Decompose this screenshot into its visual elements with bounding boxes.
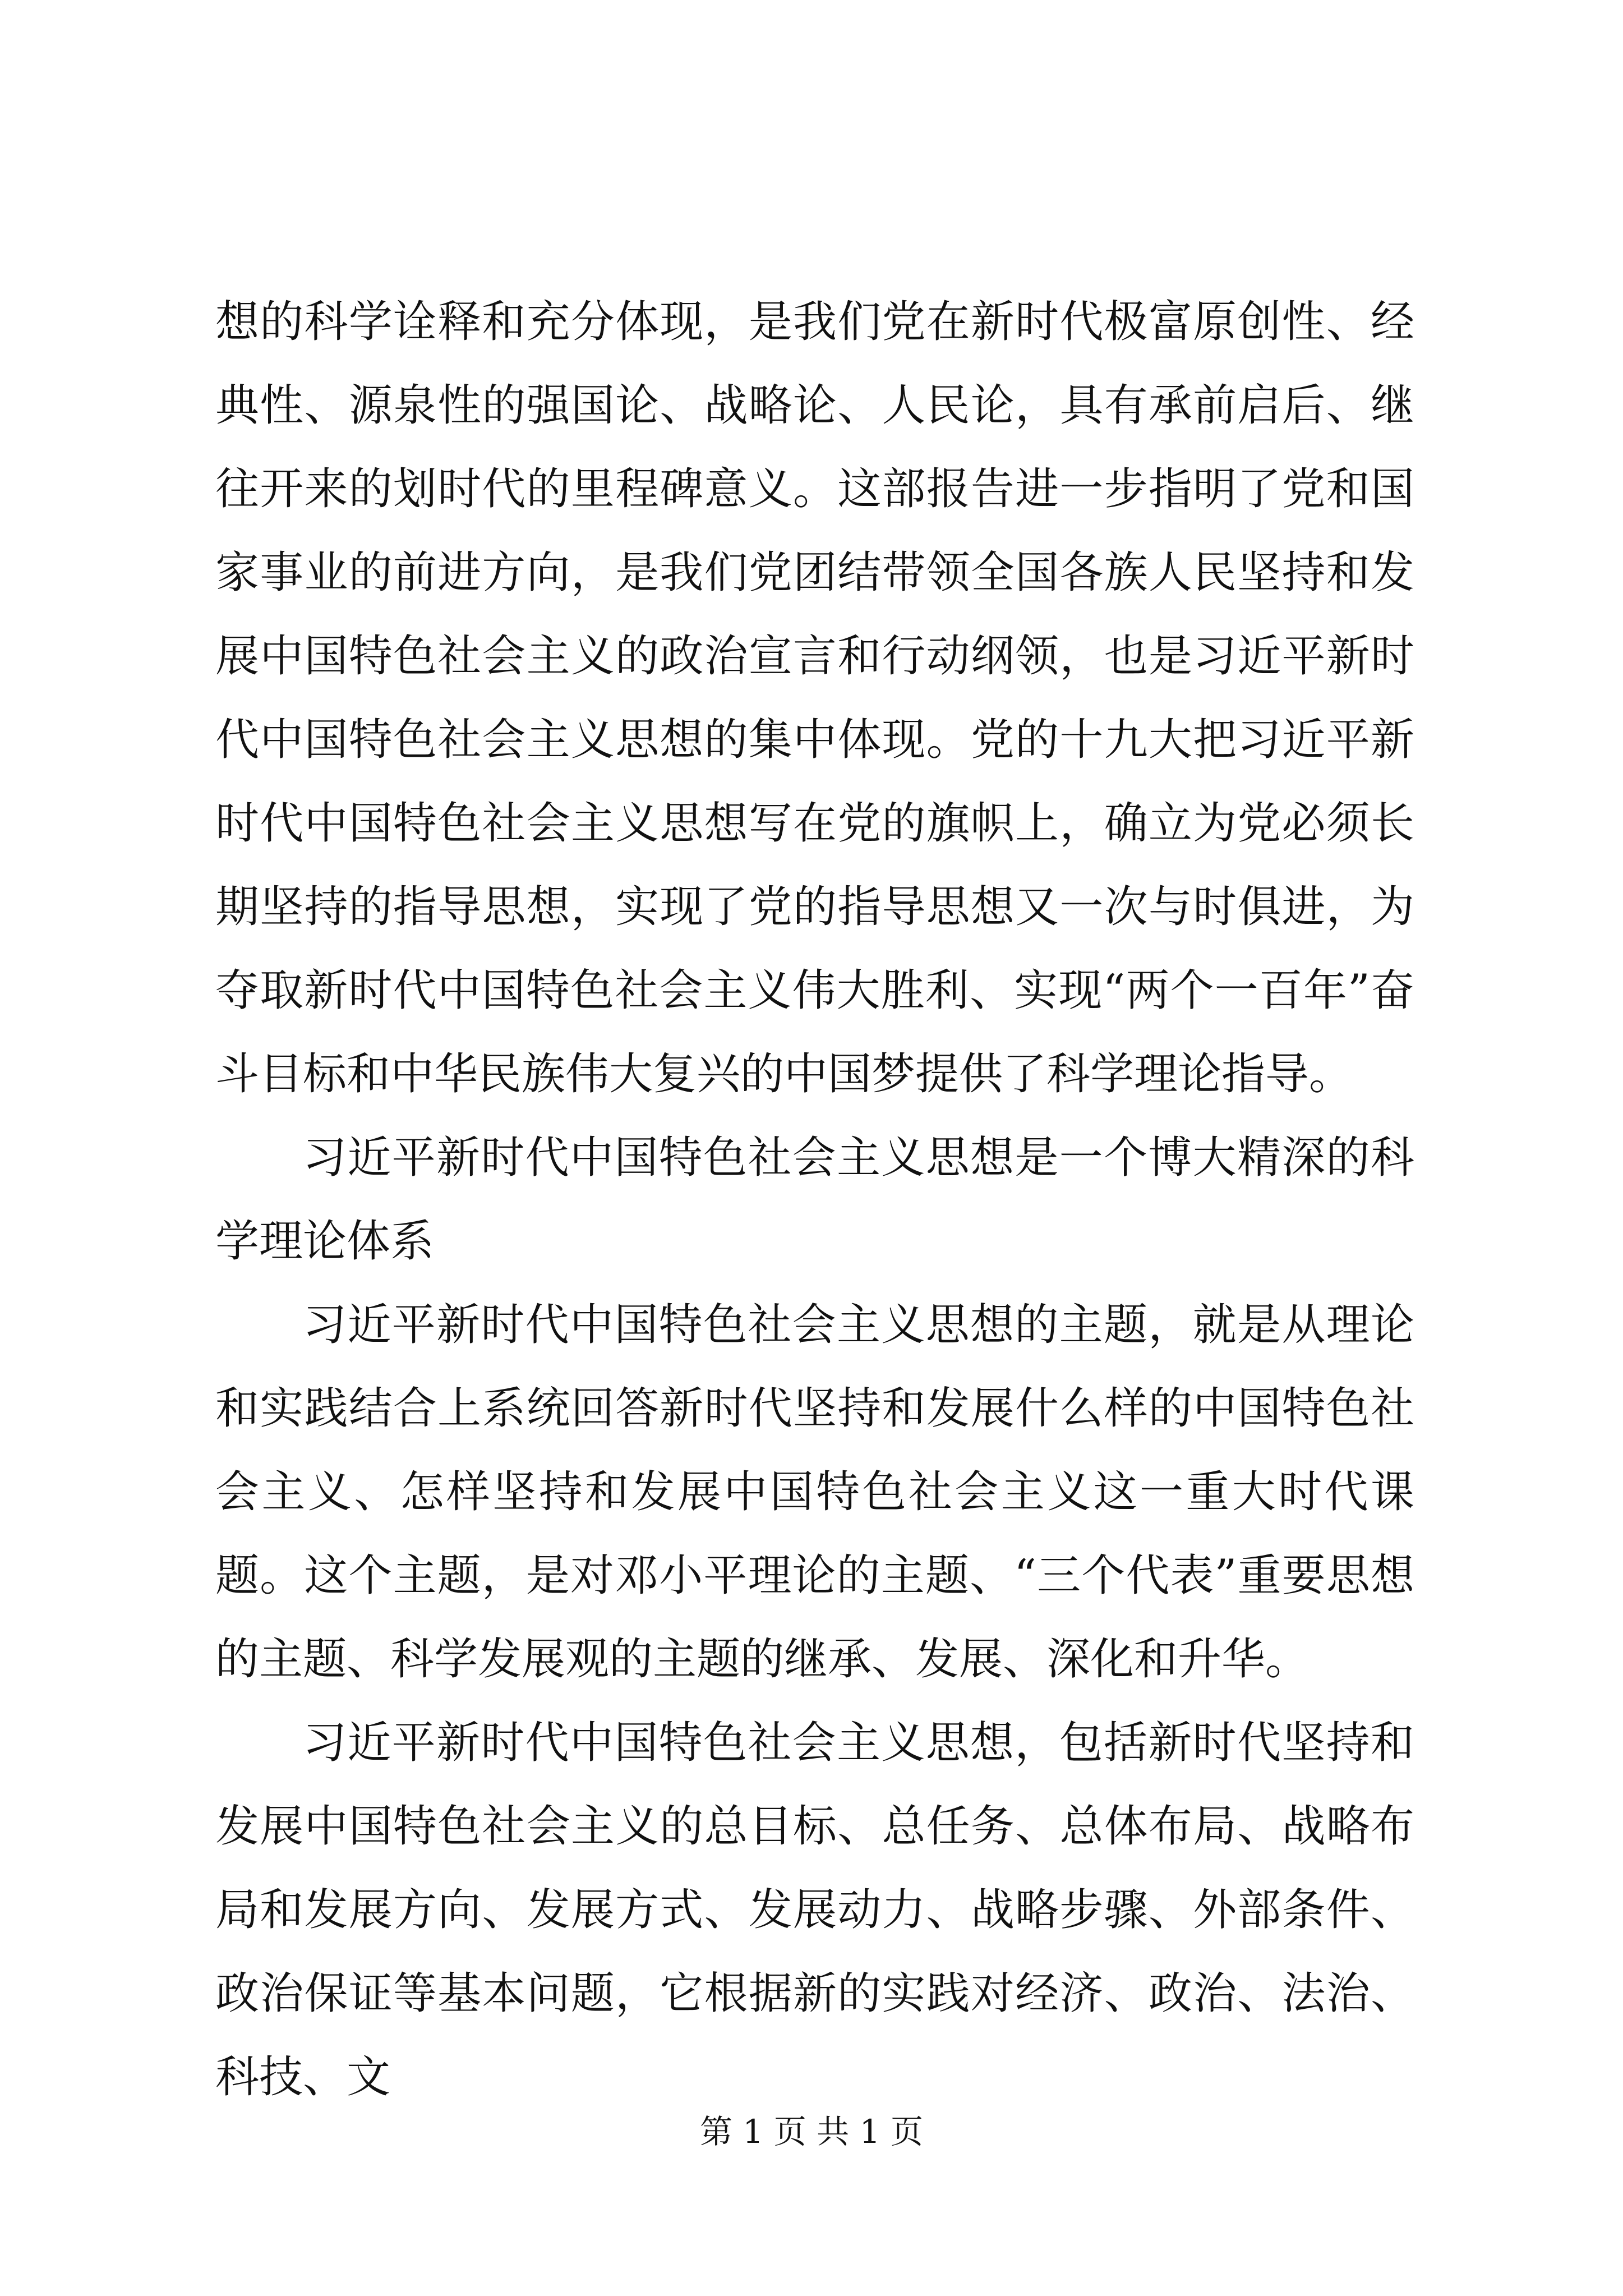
paragraph-continuation: 想的科学诠释和充分体现，是我们党在新时代极富原创性、经典性、源泉性的强国论、战略论、人民论，具有承前启后、继往开来的划时代的里程碑意义。这部报告进一步指明了党和国家事业的前进方向，是我们党团结带领全国各族人民坚持和发展中国特色社会主义的政治宣言和行动纲领，也是习近平新时代中国特色社会主义思想的集中体现。党的十九大把习近平新时代中国特色社会主义思想写在党的旗帜上，确立为党必须长期坚持的指导思想，实现了党的指导思想又一次与时俱进，为夺取新时代中国特色社会主义伟大胜利、实现“两个一百年”奋斗目标和中华民族伟大复兴的中国梦提供了科学理论指导。 — [215, 297, 1414, 1099]
paragraph-section-heading: 习近平新时代中国特色社会主义思想是一个博大精深的科学理论体系 — [215, 1133, 1414, 1267]
document-body — [215, 280, 1414, 2119]
paragraph-content: 习近平新时代中国特色社会主义思想，包括新时代坚持和发展中国特色社会主义的总目标、总任务、总体布局、战略布局和发展方向、发展方式、发展动力、战略步骤、外部条件、政治保证等基本问题，它根据新的实践对经济、政治、法治、科技、文 — [215, 1718, 1414, 2102]
page-footer: 第 1 页 共 1 页 — [700, 2113, 923, 2151]
paragraph-theme: 习近平新时代中国特色社会主义思想的主题，就是从理论和实践结合上系统回答新时代坚持和发展什么样的中国特色社会主义、怎样坚持和发展中国特色社会主义这一重大时代课题。这个主题，是对邓小平理论的主题、“三个代表”重要思想的主题、科学发展观的主题的继承、发展、深化和升华。 — [215, 1300, 1414, 1685]
